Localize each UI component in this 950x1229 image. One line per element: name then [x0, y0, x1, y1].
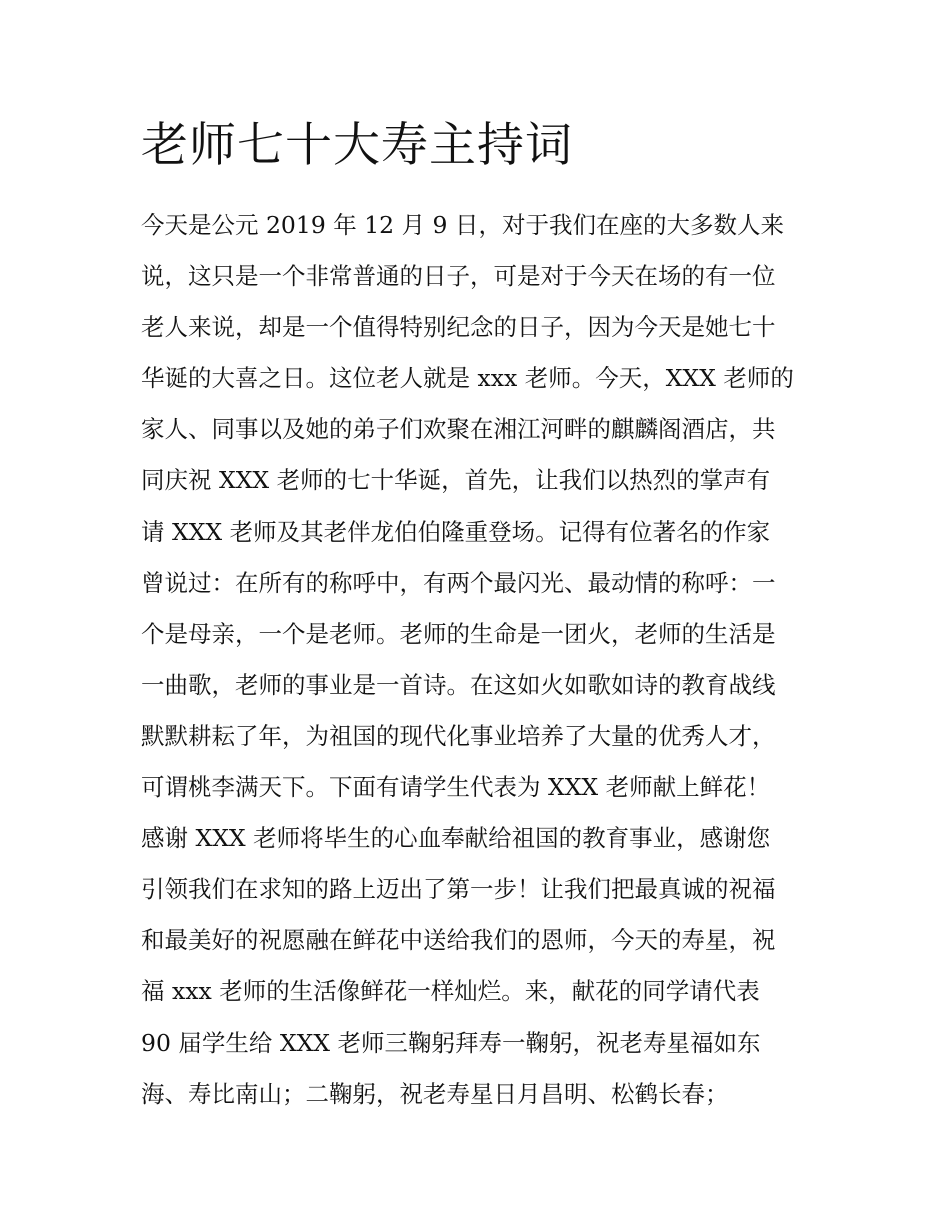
body-line: 今天是公元 2019 年 12 月 9 日，对于我们在座的大多数人来 — [141, 211, 784, 239]
body-line: 感谢 XXX 老师将毕生的心血奉献给祖国的教育事业，感谢您 — [141, 824, 771, 853]
body-line: 一曲歌，老师的事业是一首诗。在这如火如歌如诗的教育战线 — [141, 670, 776, 699]
document-title: 老师七十大寿主持词 — [141, 118, 573, 173]
body-line: 可谓桃李满天下。下面有请学生代表为 XXX 老师献上鲜花！ — [141, 773, 771, 802]
body-line: 华诞的大喜之日。这位老人就是 xxx 老师。今天，XXX 老师的 — [141, 364, 794, 393]
body-line: 和最美好的祝愿融在鲜花中送给我们的恩师，今天的寿星，祝 — [141, 926, 776, 955]
body-line: 曾说过：在所有的称呼中，有两个最闪光、最动情的称呼：一 — [141, 568, 776, 597]
body-line: 福 xxx 老师的生活像鲜花一样灿烂。来，献花的同学请代表 — [141, 977, 760, 1006]
body-line: 引领我们在求知的路上迈出了第一步！让我们把最真诚的祝福 — [141, 875, 776, 904]
body-line: 90 届学生给 XXX 老师三鞠躬拜寿一鞠躬，祝老寿星福如东 — [141, 1028, 761, 1057]
body-line: 家人、同事以及她的弟子们欢聚在湘江河畔的麒麟阁酒店，共 — [141, 415, 776, 444]
body-line: 说，这只是一个非常普通的日子，可是对于今天在场的有一位 — [141, 262, 776, 291]
body-line: 同庆祝 XXX 老师的七十华诞，首先，让我们以热烈的掌声有 — [141, 466, 771, 495]
body-line: 请 XXX 老师及其老伴龙伯伯隆重登场。记得有位著名的作家 — [141, 517, 771, 546]
body-line: 默默耕耘了年，为祖国的现代化事业培养了大量的优秀人才， — [141, 721, 776, 750]
body-line: 个是母亲，一个是老师。老师的生命是一团火，老师的生活是 — [141, 619, 776, 648]
body-line: 海、寿比南山；二鞠躬，祝老寿星日月昌明、松鹤长春； — [141, 1079, 729, 1108]
document-body — [141, 200, 831, 1120]
body-line: 老人来说，却是一个值得特别纪念的日子，因为今天是她七十 — [141, 313, 776, 342]
